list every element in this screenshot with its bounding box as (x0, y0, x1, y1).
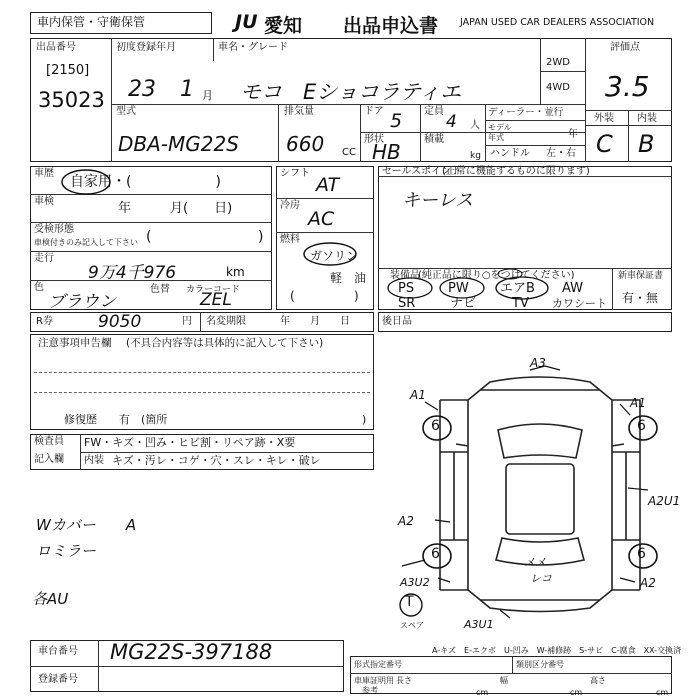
deadline-format: 年 月 日 (280, 316, 350, 327)
notes-label: 注意事項申告欄 (38, 337, 112, 349)
exterior-grade: C (596, 130, 613, 158)
inspection-format: 年 月( 日) (118, 201, 233, 216)
marker-a3u1: A3U1 (464, 618, 494, 631)
cm-unit-1: cm (476, 688, 489, 697)
marker-a1-left: A1 (410, 388, 426, 402)
capacity-unit: 人 (470, 120, 480, 131)
note-line-2: ロミラー (36, 542, 97, 560)
warranty-options: 有・無 (622, 291, 659, 305)
door-label: ドア (364, 106, 384, 117)
interior-grade: B (638, 130, 655, 158)
fuel-value: ガソリン (310, 249, 359, 263)
ju-logo: JU (235, 11, 258, 33)
category-no-label: 類別区分番号 (516, 660, 564, 669)
repair-close: ) (362, 413, 367, 426)
cert-height: 高さ (590, 676, 606, 685)
capacity-label: 定員 (424, 106, 444, 117)
sales-point-label: セールスポイント (382, 166, 462, 177)
recycle-label: R券 (36, 316, 53, 327)
model-year-label-a: モデル (488, 123, 512, 132)
cert-label: 車庫証明用 (354, 676, 394, 685)
ac-value: AC (308, 208, 335, 230)
history-label: 車歴 (34, 168, 54, 179)
first-reg-month: 1 (180, 77, 194, 102)
form-subtitle: JAPAN USED CAR DEALERS ASSOCIATION (460, 17, 655, 28)
door-value: 5 (390, 110, 403, 132)
yen-unit: 円 (182, 316, 192, 327)
new-warranty-label: 新車保証書 (618, 271, 664, 281)
marker-a2u1: A2U1 (648, 494, 681, 508)
sales-point-value: キーレス (402, 190, 474, 211)
marker-a3u2: A3U2 (400, 576, 430, 589)
after-day-label: 後日品 (382, 316, 412, 327)
displacement-label: 排気量 (284, 106, 314, 117)
chassis-label: 車台番号 (38, 646, 78, 657)
month-unit: 月 (202, 89, 213, 102)
color-label: 色 (34, 282, 44, 293)
dealer-label: ディーラー・並行 (488, 107, 564, 118)
lot-no-label: 出品番号 (36, 42, 76, 53)
note-line-3: 各AU (32, 590, 69, 608)
2wd-label: 2WD (546, 57, 570, 68)
tire-rl: 6 (431, 546, 440, 562)
receive-label: 受検形態 (34, 224, 74, 235)
shape-value: HB (372, 140, 401, 164)
color-value: ブラウン (48, 292, 116, 312)
diesel-label: 軽 油 (330, 271, 367, 285)
equip-pw: PW (448, 281, 469, 296)
equip-cowl: カワシート (552, 297, 607, 310)
fuel-circle (300, 240, 360, 266)
storage-label: 車内保管・守衛保管 (37, 15, 146, 29)
receive-open-paren: ( (146, 229, 152, 245)
equipment-circles (378, 270, 678, 310)
tire-fl: 6 (431, 418, 440, 434)
shape-label: 形状 (364, 134, 384, 145)
first-reg-label: 初度登録年月 (116, 42, 176, 53)
handle-options: 左・右 (546, 148, 576, 159)
interior-label: 内装 (637, 113, 657, 124)
inspection-label: 車検 (34, 196, 54, 207)
reg-no-label: 登録番号 (38, 674, 78, 685)
4wd-label: 4WD (546, 82, 570, 93)
cc-unit: CC (342, 147, 356, 158)
tire-fr: 6 (637, 418, 646, 434)
kg-unit: kg (470, 151, 481, 161)
marker-a2-bottom: A2 (640, 576, 656, 590)
interior-row-label: 内装 (84, 455, 104, 466)
cert-length: 長さ (396, 676, 412, 685)
notes-sub: (不具合内容等は具体的に記入して下さい) (126, 337, 324, 349)
equip-navi: ナビ (450, 296, 477, 311)
after-day-row (378, 312, 672, 332)
equip-ps: PS (398, 281, 415, 296)
load-label: 積載 (424, 134, 444, 145)
repair-label: 修復歴 有 (箇所 (64, 413, 168, 426)
capacity-value: 4 (446, 112, 457, 132)
shift-label: シフト (280, 168, 310, 179)
receive-note: 車検付きのみ記入して下さい (34, 238, 138, 247)
chassis-value: MG22S-397188 (110, 640, 273, 664)
mileage-label: 走行 (34, 253, 54, 264)
note-line-1: Wカバー A (36, 516, 137, 534)
fuel-open-paren: ( (290, 289, 295, 303)
model-value: DBA-MG22S (118, 132, 239, 156)
equip-airbag: エアB (500, 281, 535, 296)
cert-width: 幅 (500, 676, 508, 685)
form-no-label: 形式指定番号 (354, 660, 402, 669)
marker-a3-top: A3 (530, 356, 546, 370)
spare-tire-mark: T (405, 594, 414, 610)
marker-a1-right: A1 (630, 396, 646, 410)
spare-label: スペア (400, 621, 424, 630)
color-code-value: ZEL (200, 290, 232, 310)
displacement-value: 660 (286, 132, 325, 156)
shift-value: AT (316, 174, 340, 196)
receive-close-paren: ) (258, 229, 264, 245)
rating-label: 評価点 (610, 42, 640, 53)
form-title: 出品申込書 (343, 15, 439, 37)
record-label: 記入欄 (34, 454, 64, 465)
car-name-value: モコ Eショコラティエ (240, 80, 462, 104)
damage-legend: A-キズ E-エクボ U-凹み W-補修跡 S-サビ C-腐食 XX-交換済 (432, 646, 682, 655)
deadline-label: 名変期限 (206, 316, 246, 327)
model-label: 型式 (116, 106, 136, 117)
storage-badge (30, 12, 212, 34)
color-code-label: カラーコード (186, 285, 241, 295)
color-change-label: 色替 (150, 284, 170, 295)
sales-point-note: (正常に機能するものに限ります) (442, 166, 590, 177)
rating-value: 3.5 (605, 70, 650, 103)
history-circle (58, 166, 118, 200)
car-name-label: 車名・グレード (218, 42, 288, 53)
fuel-label: 燃料 (280, 234, 300, 245)
equipment-note: (純正品に限り○をつけてください) (418, 270, 575, 281)
marker-a2-left: A2 (398, 514, 414, 528)
fuel-close-paren: ) (354, 289, 359, 303)
equip-aw: AW (562, 281, 584, 296)
history-options: 自家用・( ) (70, 174, 221, 190)
mileage-value: 9万4千976 (88, 263, 177, 283)
org-name: 愛知 (264, 15, 303, 37)
lot-no-value: 35023 (38, 88, 105, 112)
fw-row: FW・キズ・凹み・ヒビ割・リペア跡・X要 (84, 436, 296, 449)
km-unit: km (226, 265, 245, 279)
first-reg-year: 23 (128, 77, 156, 102)
cm-unit-2: cm (570, 688, 583, 697)
equipment-label: 装備品 (390, 270, 420, 281)
year-unit: 年 (568, 129, 578, 140)
ac-label: 冷房 (280, 200, 300, 211)
memo-mark: メメ (524, 556, 546, 569)
handle-label: ハンドル (490, 148, 530, 159)
recycle-value: 9050 (98, 312, 142, 332)
cm-unit-3: cm (656, 688, 669, 697)
cert-ref: 参考 (362, 686, 378, 695)
model-year-label-b: 年式 (488, 133, 504, 142)
memo-mark-2: レコ (530, 572, 552, 585)
interior-row: キズ・汚レ・コゲ・穴・スレ・キレ・破レ (112, 454, 321, 467)
equip-sr: SR (398, 296, 416, 311)
tire-rr: 6 (637, 546, 646, 562)
lot-bracket: [2150] (46, 63, 90, 78)
inspector-label: 検査員 (34, 436, 64, 447)
exterior-label: 外装 (594, 113, 614, 124)
equip-tv: TV (512, 296, 529, 311)
